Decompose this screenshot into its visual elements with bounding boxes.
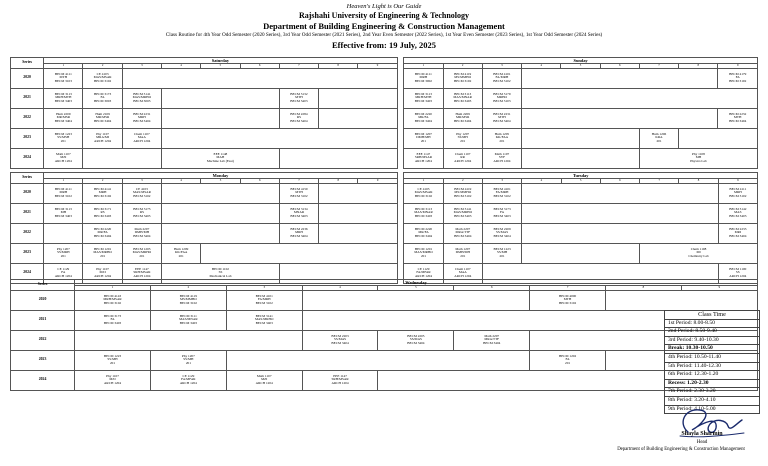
class-cell: BECM 3113 MAS/MNAR BECM 3403 bbox=[404, 203, 443, 223]
class-cell: BECM 1223 SS/MSH 201 bbox=[44, 128, 83, 148]
class-cell: BECM 3142 MAS BECM 3403 bbox=[718, 203, 757, 223]
day-header-tuesday: Tuesday bbox=[404, 173, 758, 179]
empty-cell bbox=[302, 290, 530, 310]
series-header: Series bbox=[11, 58, 44, 69]
class-cell: Phy 1107 MZI ARCH 1204 bbox=[75, 370, 151, 390]
class-cell: BECM 4179 FA BECM 3102 bbox=[718, 68, 758, 88]
routine-description: Class Routine for 4th Year Odd Semester (2020 Series), 3rd Year Odd Semester (2021 Series), 2nd Year Even Semester (2022 Series), 1st Year Even Semester (2023 Series), 1st Year Odd Semester (2024 Series) bbox=[165, 32, 603, 38]
period-time-row: 4th Period: 10.50-11.40 bbox=[665, 353, 760, 362]
series-row-2023 bbox=[11, 350, 758, 370]
day-header-wednesday: Wednesday bbox=[75, 280, 758, 286]
break-time-row: Recess: 1.20-2.30 bbox=[665, 379, 760, 388]
period-number: 6 bbox=[454, 286, 530, 291]
class-cell: BECM 4119 MS/MMHO BECM 3102 bbox=[443, 183, 482, 203]
period-number: 9 bbox=[718, 179, 757, 184]
class-cell: CE 1129 FA/MFAR ARCH 1204 bbox=[150, 370, 226, 390]
class-cell: BECM 4119 MS/MMHO BECM 3102 bbox=[150, 290, 226, 310]
empty-cell bbox=[319, 88, 398, 108]
class-cell: Phy 1108 MH Physics Lab bbox=[639, 148, 757, 168]
class-cell: BECM 2232 MTH BECM 3404 bbox=[718, 108, 758, 128]
period-number: 6 bbox=[240, 179, 279, 184]
series-row-2022 bbox=[11, 223, 758, 243]
class-cell: EEE 1147 SRH/MSAR ARCH 1204 bbox=[404, 148, 443, 168]
empty-cell bbox=[319, 223, 398, 243]
empty-cell bbox=[279, 148, 397, 168]
class-cell: Math 2207 MRA/TTF BECM 3404 bbox=[443, 223, 482, 243]
series-row-2020 bbox=[11, 290, 758, 310]
class-time-title: Class Time bbox=[665, 311, 760, 320]
empty-cell bbox=[522, 243, 640, 263]
break-time-row: Break: 10.30-10.50 bbox=[665, 345, 760, 354]
period-number: 8 bbox=[319, 179, 358, 184]
series-header: Series bbox=[11, 173, 44, 184]
class-cell: BECM 3113 MRH/MTH BECM 3403 bbox=[44, 88, 83, 108]
period-number: 4 bbox=[302, 286, 378, 291]
period-number: 1 bbox=[75, 286, 151, 291]
routine-block-2 bbox=[10, 172, 758, 284]
class-cell: CE 4103 MAS/MSAR BECM 3102 bbox=[83, 68, 122, 88]
class-cell: BECM 4111 MTH BECM 3103 bbox=[44, 68, 83, 88]
class-cell: Math 1107 SYF ARCH 1204 bbox=[482, 148, 521, 168]
class-cell: Math 1207 DMH/MH 201 bbox=[443, 243, 482, 263]
period-number: 5 bbox=[561, 179, 600, 184]
series-year: 2023 bbox=[11, 243, 44, 263]
empty-cell bbox=[522, 108, 718, 128]
class-cell: Phy 1207 SS/MH 201 bbox=[443, 128, 482, 148]
empty-cell bbox=[162, 183, 280, 203]
class-cell: BECM 2209 SS/MAS BECM 3404 bbox=[482, 223, 521, 243]
class-time-table bbox=[664, 310, 760, 414]
period-number: 4 bbox=[161, 64, 200, 69]
class-cell: BECM 1201 MAS/MRHO 201 bbox=[83, 243, 122, 263]
class-cell: Chem 1107 RR ARCH 1204 bbox=[443, 148, 482, 168]
class-cell: Math 1107 MZI ARCH 1204 bbox=[226, 370, 302, 390]
class-cell: CE 4103 MAS/MSAR BECM 3102 bbox=[122, 183, 161, 203]
day-separator bbox=[397, 58, 404, 169]
class-cell: BECM 3113 MRH/MTH BECM 3403 bbox=[404, 88, 443, 108]
class-cell: Hum 2109 MR/MSR BECM 3404 bbox=[83, 108, 122, 128]
class-cell: BECM 2231 MRH BECM 3404 bbox=[122, 108, 161, 128]
class-cell: BECM 2231 MTH BECM 3404 bbox=[482, 108, 521, 128]
series-year: 2021 bbox=[11, 203, 44, 223]
period-number: 6 bbox=[600, 179, 639, 184]
class-cell: BECM 4111 MRH BECM 3002 bbox=[404, 68, 443, 88]
period-number: 4 bbox=[522, 179, 561, 184]
class-cell: BECM 2236 MRH BECM 3404 bbox=[279, 223, 318, 243]
period-number: 6 bbox=[600, 64, 639, 69]
series-row-2020 bbox=[11, 68, 758, 88]
class-cell: EEE 1147 SRH/MSAR ARCH 1204 bbox=[302, 370, 378, 390]
period-number: 7 bbox=[279, 179, 318, 184]
series-year: 2024 bbox=[11, 148, 44, 168]
class-cell: BECM 3173 RS BECM 3403 bbox=[122, 203, 161, 223]
class-cell: Chem 1108 MI Chemistry Lab bbox=[640, 243, 758, 263]
day-separator bbox=[397, 173, 404, 284]
class-cell: Hum 1209 KK/FAA 201 bbox=[162, 243, 201, 263]
empty-cell bbox=[122, 68, 397, 88]
class-cell: BECM 4111 MRH BECM 3102 bbox=[718, 183, 757, 203]
class-cell: BECM 4143 MRH/MSAR BECM 3102 bbox=[75, 290, 151, 310]
class-cell: Phy 1207 SS/MRH 201 bbox=[44, 243, 83, 263]
period-number: 7 bbox=[279, 64, 318, 69]
class-cell: EEE 1148 MAH Machine Lab (East) bbox=[161, 148, 279, 168]
series-row-2021 bbox=[11, 88, 758, 108]
series-year: 2023 bbox=[11, 128, 44, 148]
empty-cell bbox=[679, 128, 758, 148]
period-number: 3 bbox=[482, 179, 521, 184]
period-number: 3 bbox=[226, 286, 302, 291]
class-cell: BECM 4000 MTH BECM 3102 bbox=[530, 290, 606, 310]
class-cell: BECM 3113 MAS/MNAR BECM 3403 bbox=[443, 88, 482, 108]
empty-cell bbox=[522, 183, 718, 203]
day-header-sunday: Sunday bbox=[404, 58, 758, 64]
series-year: 2022 bbox=[11, 330, 75, 350]
class-cell: BECM 1207 DMH/MH 201 bbox=[404, 128, 443, 148]
class-cell: BECM 4101 FA/MRH BECM 3102 bbox=[226, 290, 302, 310]
period-number: 8 bbox=[679, 64, 718, 69]
period-time-row: 9th Period: 4.10-5.00 bbox=[665, 405, 760, 414]
series-year: 2020 bbox=[11, 68, 44, 88]
signatory-name: Shayla Sharmin bbox=[681, 431, 723, 437]
empty-cell bbox=[75, 330, 303, 350]
period-number: 7 bbox=[639, 64, 678, 69]
period-number: 2 bbox=[443, 179, 482, 184]
class-cell: BECM 1202 FA 201 bbox=[530, 350, 606, 370]
class-cell: BECM 1201 MAS/MRHO 201 bbox=[404, 243, 443, 263]
class-cell: Hum 2209 MR/MSR BECM 3404 bbox=[443, 108, 482, 128]
series-row-2023 bbox=[11, 243, 758, 263]
series-row-2020 bbox=[11, 183, 758, 203]
class-cell: BECM 3141 MAS/MRHO BECM 3003 bbox=[122, 88, 161, 108]
period-number: 4 bbox=[522, 64, 561, 69]
class-cell: BECM 4101 FA/MRH BECM 3102 bbox=[482, 68, 521, 88]
empty-cell bbox=[226, 350, 529, 370]
class-cell: Math 2207 MRA/TTF BECM 3404 bbox=[454, 330, 530, 350]
period-number: 9 bbox=[718, 64, 758, 69]
class-cell: BECM 3179 MRHO BECM 3103 bbox=[482, 88, 521, 108]
period-number: 1 bbox=[44, 179, 83, 184]
class-cell: BECM 3134 MNAR BECM 3403 bbox=[279, 203, 318, 223]
class-cell: CE 1129 FA/MFAR ARCH 1204 bbox=[404, 263, 443, 283]
period-number: 2 bbox=[83, 179, 122, 184]
period-number: 6 bbox=[240, 64, 279, 69]
series-row-2024 bbox=[11, 148, 758, 168]
period-number: 3 bbox=[122, 179, 161, 184]
period-number: 1 bbox=[44, 64, 83, 69]
day-header-monday: Monday bbox=[44, 173, 398, 179]
class-cell: BECM 3111 MAS/MNAR BECM 3403 bbox=[150, 310, 226, 330]
empty-cell bbox=[522, 128, 640, 148]
class-cell: BECM 3132 MTH BECM 3403 bbox=[279, 88, 318, 108]
period-number: 5 bbox=[378, 286, 454, 291]
period-number: 8 bbox=[319, 64, 358, 69]
class-cell: BECM 1100 SS ARCH 1204 bbox=[718, 263, 757, 283]
signatory-department: Department of Building Engineering & Construction Management bbox=[617, 447, 745, 452]
empty-cell bbox=[522, 223, 718, 243]
empty-cell bbox=[522, 148, 640, 168]
class-cell: BECM 2220 MR/FA BECM 3404 bbox=[83, 223, 122, 243]
empty-cell bbox=[522, 203, 718, 223]
period-number: 4 bbox=[162, 179, 201, 184]
class-cell: BECM 1203 MAS/MRHO 201 bbox=[122, 243, 161, 263]
class-cell: Hum 2209 MR/MSR BECM 3404 bbox=[44, 108, 83, 128]
class-cell: BECM 4101 FA/MRH BECM 3102 bbox=[482, 183, 521, 203]
class-cell: Phy 1107 MZI ARCH 1204 bbox=[83, 263, 122, 283]
period-number: 1 bbox=[404, 179, 443, 184]
period-number: 8 bbox=[679, 179, 718, 184]
class-cell: Math 2207 DMH/MH BECM 3404 bbox=[122, 223, 161, 243]
class-cell: CE 1129 FA ARCH 1204 bbox=[44, 263, 83, 283]
class-cell: BECM 4119 MS/MMHO BECM 3102 bbox=[443, 68, 482, 88]
class-cell: BECM 2203 SS/MAS BECM 3404 bbox=[302, 330, 378, 350]
class-cell: BECM 3173 FA BECM 3403 bbox=[482, 203, 521, 223]
empty-cell bbox=[201, 243, 397, 263]
signatory-title: Head bbox=[696, 440, 708, 445]
class-cell: BECM 4141 MRH BECM 3102 bbox=[83, 183, 122, 203]
series-row-2022 bbox=[11, 108, 758, 128]
period-number: 2 bbox=[150, 286, 226, 291]
series-year: 2020 bbox=[11, 290, 75, 310]
university-name: Rajshahi University of Engineering & Technology bbox=[298, 11, 469, 20]
empty-cell bbox=[161, 108, 279, 128]
series-year: 2023 bbox=[11, 350, 75, 370]
empty-cell bbox=[44, 223, 83, 243]
class-cell: BECM 3141 MAS/MRHO BECM 3403 bbox=[226, 310, 302, 330]
empty-cell bbox=[606, 290, 758, 310]
period-number: 2 bbox=[83, 64, 122, 69]
series-row-2023 bbox=[11, 128, 758, 148]
series-year: 2024 bbox=[11, 263, 44, 283]
class-cell: Chem 1107 MAA ARCH 1204 bbox=[122, 128, 161, 148]
class-cell: Phy 1107 MRA/MI ARCH 1204 bbox=[83, 128, 122, 148]
series-row-2021 bbox=[11, 203, 758, 223]
class-cell: Hum 1205 KK/FAA 201 bbox=[482, 128, 521, 148]
series-row-2021 bbox=[11, 310, 758, 330]
series-row-2022 bbox=[11, 330, 758, 350]
period-time-row: 1st Period: 8.00-8.50 bbox=[665, 319, 760, 328]
empty-cell bbox=[162, 203, 280, 223]
empty-cell bbox=[319, 203, 398, 223]
routine-block-1 bbox=[10, 57, 758, 169]
period-number: 5 bbox=[561, 64, 600, 69]
empty-cell bbox=[83, 148, 162, 168]
class-cell: BECM 4111 MRH BECM 3102 bbox=[44, 183, 83, 203]
effective-date: Effective from: 19 July, 2025 bbox=[332, 40, 436, 50]
empty-cell bbox=[522, 88, 758, 108]
period-time-row: 2nd Period: 8.50-9.40 bbox=[665, 328, 760, 337]
period-time-row: 8th Period: 3.20-4.10 bbox=[665, 396, 760, 405]
period-number: 7 bbox=[530, 286, 606, 291]
class-cell: BECM 2220 MR/FA BECM 3404 bbox=[404, 223, 443, 243]
empty-cell bbox=[319, 183, 398, 203]
class-cell: EEE 1147 SRH/MSAR ARCH 1204 bbox=[122, 263, 161, 283]
period-number: 8 bbox=[606, 286, 682, 291]
period-number: 9 bbox=[358, 64, 397, 69]
period-number: 5 bbox=[201, 179, 240, 184]
class-cell: BECM 2220 MR/FA BECM 3404 bbox=[404, 108, 443, 128]
series-row-2024 bbox=[11, 370, 758, 390]
class-cell: CE 4103 MAS/MSAR BECM 3102 bbox=[404, 183, 443, 203]
class-cell: BECM 3173 FA BECM 3403 bbox=[75, 310, 151, 330]
class-cell: BECM 4150 MTH BECM 3102 bbox=[279, 183, 318, 203]
period-time-row: 6th Period: 12.30-1.20 bbox=[665, 371, 760, 380]
period-number: 7 bbox=[640, 179, 679, 184]
department-name: Department of Building Engineering & Construction Management bbox=[263, 21, 505, 31]
class-cell: BECM 3113 MH BECM 3403 bbox=[44, 203, 83, 223]
class-cell: Phy 1207 SS/MH 201 bbox=[150, 350, 226, 370]
series-year: 2022 bbox=[11, 223, 44, 243]
class-cell: BECM 1102 SS Mechanical Lab bbox=[162, 263, 280, 283]
class-cell: Math 1107 MZI ARCH 1204 bbox=[44, 148, 83, 168]
class-cell: Hum 1206 KRA 201 bbox=[639, 128, 678, 148]
period-number: 9 bbox=[681, 286, 757, 291]
period-number: 9 bbox=[358, 179, 397, 184]
period-number: 5 bbox=[201, 64, 240, 69]
series-year: 2024 bbox=[11, 370, 75, 390]
period-time-row: 7th Period: 2.30-3.20 bbox=[665, 388, 760, 397]
period-time-row: 5th Period: 11.40-12.30 bbox=[665, 362, 760, 371]
empty-cell bbox=[161, 128, 397, 148]
class-cell: BECM 1223 SS/MH 201 bbox=[482, 243, 521, 263]
period-time-row: 3rd Period: 9.40-10.30 bbox=[665, 336, 760, 345]
university-motto: Heaven's Light is Our Guide bbox=[346, 3, 422, 10]
class-cell: Chem 1107 MAA ARCH 1204 bbox=[443, 263, 482, 283]
series-header: Series bbox=[11, 280, 75, 291]
class-cell: BECM 3171 RS BECM 3403 bbox=[83, 203, 122, 223]
empty-cell bbox=[319, 108, 398, 128]
series-year: 2020 bbox=[11, 183, 44, 203]
series-year: 2021 bbox=[11, 88, 44, 108]
day-header-saturday: Saturday bbox=[44, 58, 397, 64]
class-cell: BECM 3141 MAS/MRHO BECM 3403 bbox=[443, 203, 482, 223]
period-number: 3 bbox=[482, 64, 521, 69]
class-cell: BECM 3173 FA BECM 3003 bbox=[83, 88, 122, 108]
series-year: 2022 bbox=[11, 108, 44, 128]
class-cell: BECM 1223 SS/MH 201 bbox=[75, 350, 151, 370]
series-year: 2021 bbox=[11, 310, 75, 330]
class-cell: BECM 2284 RS BECM 3404 bbox=[279, 108, 318, 128]
routine-block-3 bbox=[10, 279, 758, 391]
period-number: 3 bbox=[122, 64, 161, 69]
period-number: 1 bbox=[404, 64, 443, 69]
empty-cell bbox=[522, 68, 718, 88]
empty-cell bbox=[161, 88, 279, 108]
period-number: 2 bbox=[443, 64, 482, 69]
class-cell: BECM 2205 SS/MAS BECM 3404 bbox=[378, 330, 454, 350]
empty-cell bbox=[162, 223, 280, 243]
class-cell: BECM 2233 MRI BECM 3404 bbox=[718, 223, 757, 243]
